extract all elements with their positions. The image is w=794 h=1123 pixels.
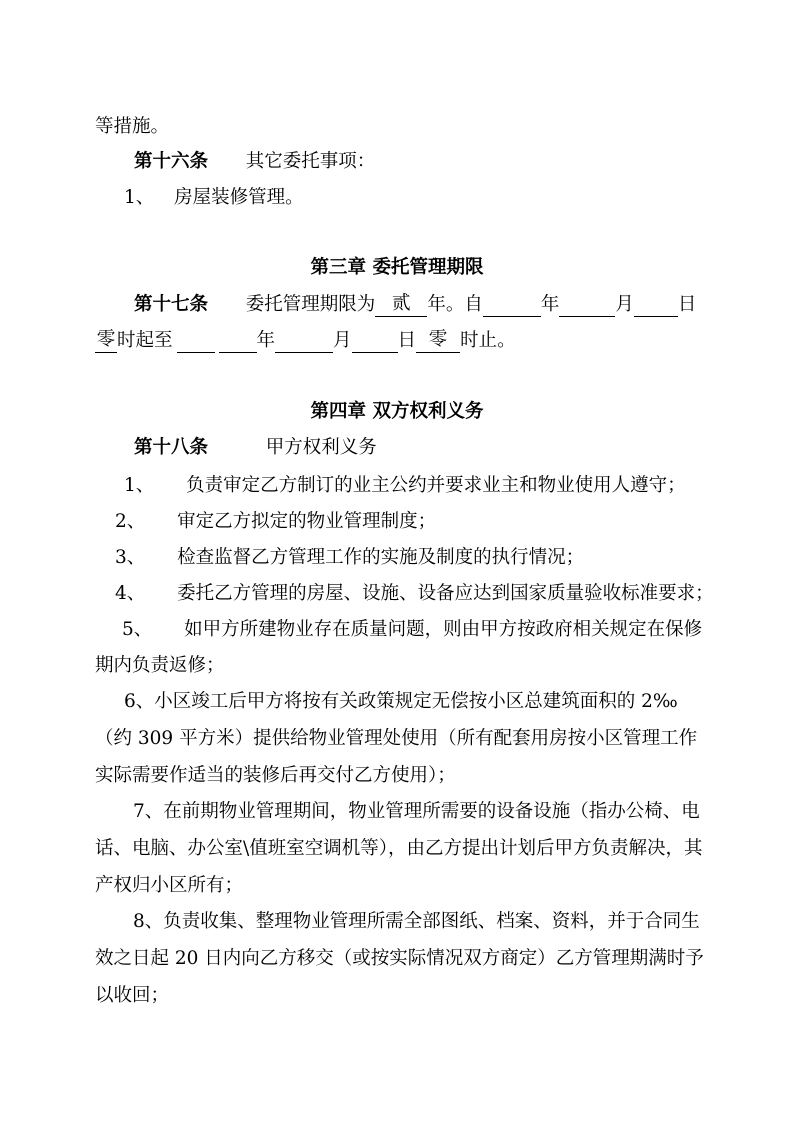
article-text: 时止。 [460,330,516,351]
paragraph-line: 效之日起 20 日内向乙方移交（或按实际情况双方商定）乙方管理期满时予 [95,948,704,969]
list-item [115,582,794,606]
paragraph-line: 7、在前期物业管理期间，物业管理所需要的设备设施（指办公椅、电 [133,801,700,822]
item-number: 1、 [124,187,155,208]
item-number: 1、 [124,475,155,496]
article-title: 第十八条 [134,437,209,458]
end-hour-blank: 零 [416,328,460,353]
article-text: 甲方权利义务 [265,437,377,458]
article-title: 第十七条 [134,294,209,315]
article-text: 月 [333,330,352,351]
end-year-blank-b [219,332,257,353]
text-line [95,115,794,139]
item-text: 负责审定乙方制订的业主公约并要求业主和物业使用人遵守； [186,475,686,496]
paragraph-text: 等措施。 [95,116,170,137]
paragraph-line: 以收回； [95,985,170,1006]
article-16 [134,150,794,174]
article-17 [134,292,794,317]
start-month-blank [559,296,615,317]
list-item [122,618,794,642]
article-text: 日 [397,330,417,351]
item-number: 4、 [115,583,146,604]
paragraph-line: 话、电脑、办公室\值班室空调机等），由乙方提出计划后甲方负责解决，其 [95,838,703,859]
chapter-heading: 第三章 委托管理期限 [310,257,484,278]
article-text: 时起至 [117,330,173,351]
article-17-cont [95,328,794,353]
article-text: 年。自 [427,294,483,315]
article-text: 年 [256,330,276,351]
end-year-blank-a [177,332,215,353]
item-text: 如甲方所建物业存在质量问题，则由甲方按政府相关规定在保修 [184,619,703,640]
start-hour-blank: 零 [95,328,117,353]
item-text: 委托乙方管理的房屋、设施、设备应达到国家质量验收标准要求； [177,583,714,604]
list-item [115,546,794,570]
paragraph-line: 产权归小区所有； [95,875,244,896]
list-item-cont: 期内负责返修； [95,655,225,676]
item-number: 2、 [115,511,146,532]
list-item [124,186,794,210]
article-text: 委托管理期限为 [245,294,376,315]
list-item [115,510,794,534]
paragraph-line: 8、负责收集、整理物业管理所需全部图纸、档案、资料，并于合同生 [133,911,700,932]
term-years-blank: 贰 [375,292,427,317]
item-number: 3、 [115,547,146,568]
item-text: 房屋装修管理。 [174,187,304,208]
paragraph-line: （约 309 平方米）提供给物业管理处使用（所有配套用房按小区管理工作 [95,728,698,749]
item-text: 审定乙方拟定的物业管理制度； [177,511,437,532]
paragraph-line: 6、小区竣工后甲方将按有关政策规定无偿按小区总建筑面积的 2‰ [124,691,678,712]
article-text: 月 [615,294,634,315]
start-year-blank [483,296,541,317]
item-text: 检查监督乙方管理工作的实施及制度的执行情况； [177,547,585,568]
article-text: 日 [677,294,697,315]
article-18 [134,436,794,460]
item-number: 5、 [122,619,153,640]
chapter-heading: 第四章 双方权利义务 [310,401,484,422]
end-day-blank [352,332,398,353]
list-item [124,474,794,498]
article-text: 其它委托事项： [245,151,376,172]
article-title: 第十六条 [134,151,209,172]
article-text: 年 [540,294,560,315]
start-day-blank [634,296,678,317]
end-month-blank [275,332,333,353]
paragraph-line: 实际需要作适当的装修后再交付乙方使用）； [95,765,456,786]
